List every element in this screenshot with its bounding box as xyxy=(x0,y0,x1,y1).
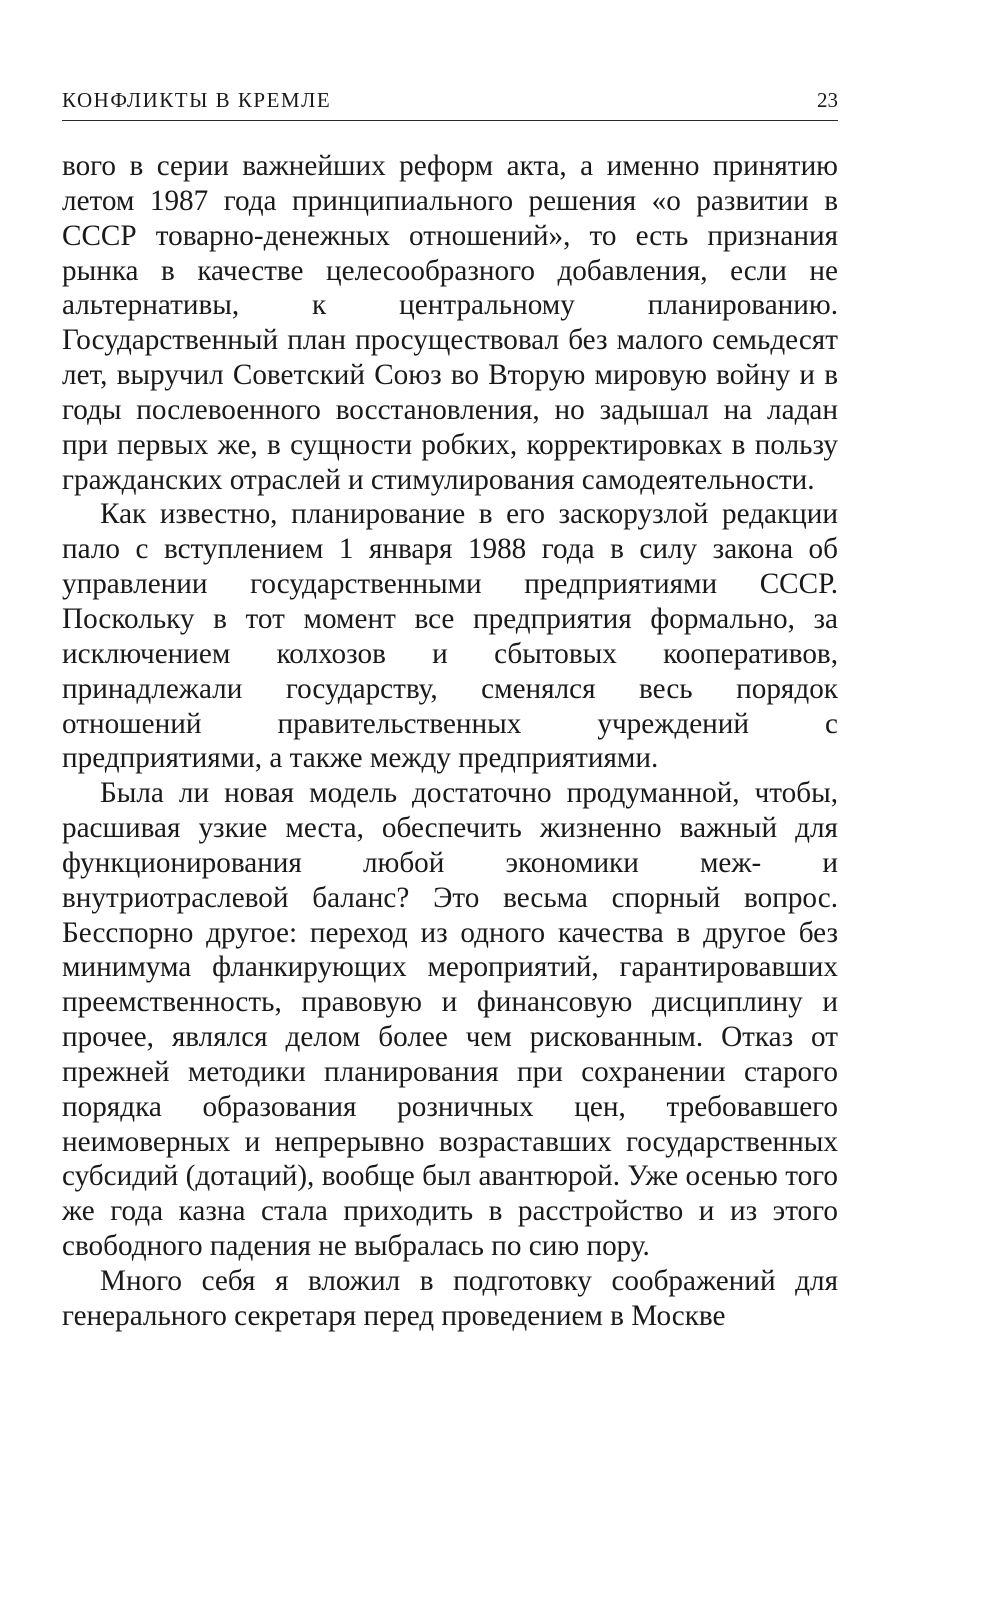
body-text xyxy=(62,149,838,1334)
paragraph: Много себя я вложил в подготовку соображений для генерального секретаря перед проведением в Москве xyxy=(62,1265,838,1332)
book-page xyxy=(62,0,838,1334)
running-head xyxy=(62,84,838,121)
paragraph: Как известно, планирование в его заскорузлой редакции пало с вступлением 1 января 1988 года в силу закона об управлении государственными предприятиями СССР. Поскольку в тот момент все предприятия формально, за исключением колхозов и сбытовых кооперативов, принадлежали государству, сменялся весь порядок отношений правительственных учреждений с предприятиями, а также между предприятиями. xyxy=(62,498,838,775)
paragraph: Была ли новая модель достаточно продуманной, чтобы, расшивая узкие места, обеспечить жизненно важный для функционирования любой экономики меж- и внутриотраслевой баланс? Это весьма спорный вопрос. Бесспорно другое: переход из одного качества в другое без минимума фланкирующих мероприятий, гарантировавших преемственность, правовую и финансовую дисциплину и прочее, являлся делом более чем рискованным. Отказ от прежней методики планирования при сохранении старого порядка образования розничных цен, требовавшего неимоверных и непрерывно возраставших государственных субсидий (дотаций), вообще был авантюрой. Уже осенью того же года казна стала приходить в расстройство и из этого свободного падения не выбралась по сию пору. xyxy=(62,777,838,1263)
paragraph-continued: вого в серии важнейших реформ акта, а именно принятию летом 1987 года принципиального решения «о развитии в СССР товарно-денежных отношений», то есть признания рынка в качестве целесообразного добавления, если не альтернативы, к центральному планированию. Государственный план просуществовал без малого семьдесят лет, выручил Советский Союз во Вторую мировую войну и в годы послевоенного восстановления, но задышал на ладан при первых же, в сущности робких, корректировках в пользу гражданских отраслей и стимулирования самодеятельности. xyxy=(62,150,838,496)
running-title: КОНФЛИКТЫ В КРЕМЛЕ xyxy=(62,88,332,112)
page-number: 23 xyxy=(817,88,838,112)
